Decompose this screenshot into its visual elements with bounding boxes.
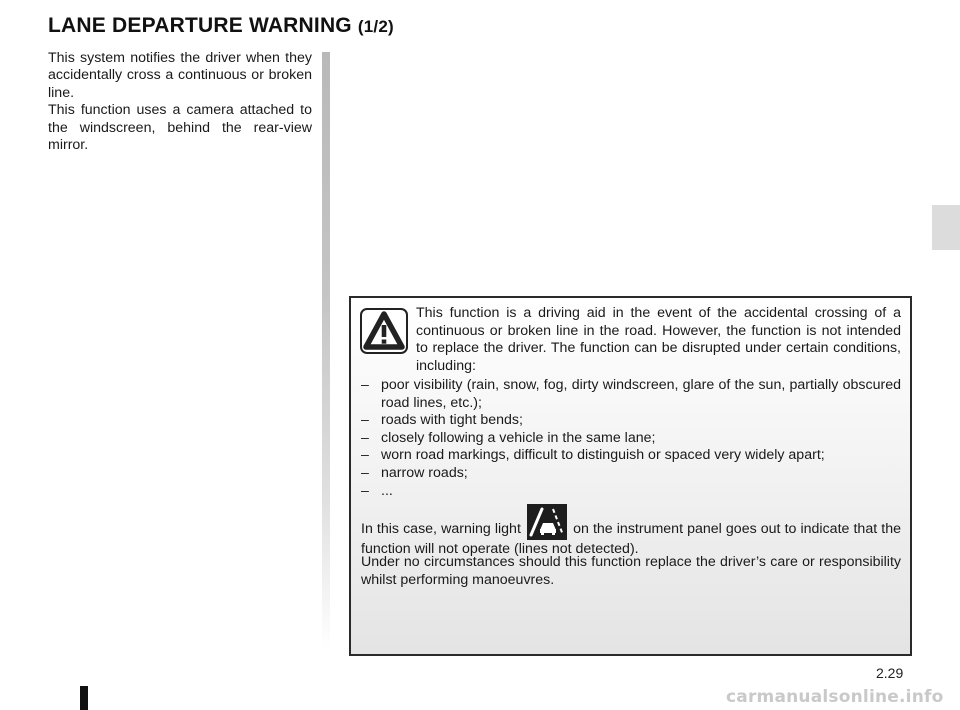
list-dash: – — [361, 429, 369, 446]
intro-paragraph: This system notifies the driver when they accidentally cross a continuous or broken line. — [48, 50, 312, 101]
list-item-text: narrow roads; — [381, 464, 468, 481]
list-item — [361, 377, 901, 412]
list-item-text: poor visibility (rain, snow, fog, dirty windscreen, glare of the sun, partially obscured road lines, etc.); — [381, 377, 901, 411]
list-item — [361, 412, 901, 430]
intro-paragraph: This function uses a camera attached to the windscreen, behind the rear-view mirror. — [48, 102, 312, 154]
warning-light-text-after: on the instrument panel goes out to indicate that the function will not operate (lines not detected). — [361, 521, 901, 557]
watermark: carmanualsonline.info — [726, 687, 944, 707]
list-item — [361, 430, 901, 448]
warning-closing-text: Under no circumstances should this function replace the driver’s care or responsibility whilst performing manoeuvres. — [361, 554, 901, 588]
chapter-thumb-tab — [932, 205, 960, 250]
page-title-text: LANE DEPARTURE WARNING — [48, 14, 352, 37]
corner-crop-mark — [80, 686, 88, 710]
page-title-suffix: (1/2) — [357, 17, 394, 36]
list-item-text: roads with tight bends; — [381, 412, 523, 429]
list-dash: – — [361, 447, 369, 464]
list-item-text: ... — [381, 482, 393, 499]
warning-light-paragraph — [361, 504, 901, 559]
lane-departure-warning-light-icon — [527, 504, 567, 540]
list-dash: – — [361, 482, 369, 499]
intro-text — [48, 50, 312, 154]
column-divider — [322, 52, 330, 650]
list-item-text: worn road markings, difficult to distinguish or spaced very widely apart; — [381, 447, 825, 464]
list-item-text: closely following a vehicle in the same lane; — [381, 429, 656, 446]
warning-lead-text: This function is a driving aid in the event of the accidental crossing of a continuous or broken line in the road. However, the function is not intended to replace the driver. The function can be disrupted under certain conditions, including: — [416, 305, 901, 374]
warning-triangle-icon — [360, 308, 408, 354]
condition-list — [361, 377, 901, 500]
page-number: 2.29 — [876, 665, 904, 681]
list-dash: – — [361, 377, 369, 393]
warning-light-text-before: In this case, warning light — [361, 521, 521, 537]
list-dash: – — [361, 464, 369, 481]
list-item — [361, 483, 901, 501]
list-item — [361, 447, 901, 465]
page-title — [48, 14, 394, 38]
list-dash: – — [361, 412, 369, 429]
list-item — [361, 465, 901, 483]
warning-box — [349, 296, 912, 656]
